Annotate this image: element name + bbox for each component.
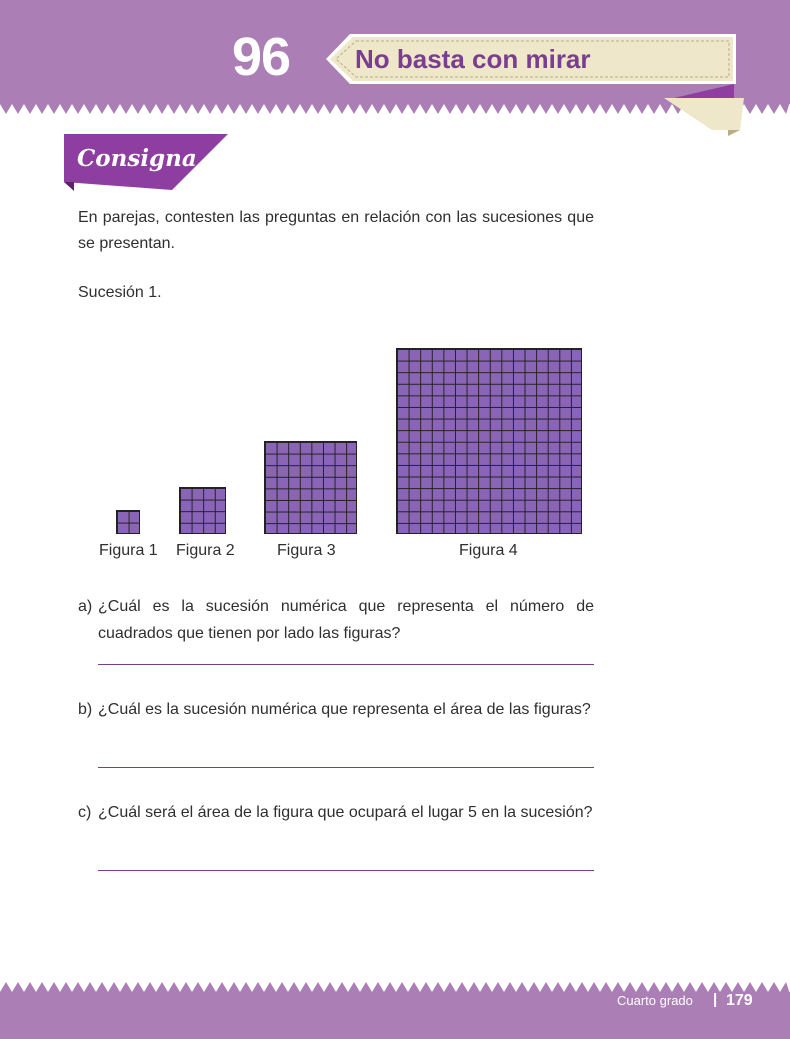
- question-a-text: ¿Cuál es la sucesión numérica que representa el número de cuadrados que tienen por lado las figuras?: [98, 598, 594, 642]
- question-c-text: ¿Cuál será el área de la figura que ocupará el lugar 5 en la sucesión?: [98, 804, 593, 821]
- page-number: 179: [726, 992, 753, 1009]
- figure-3-label: Figura 3: [277, 542, 336, 559]
- lesson-title: No basta con mirar: [355, 44, 591, 74]
- lesson-number: 96: [232, 27, 291, 87]
- question-c: [78, 799, 594, 826]
- question-b: [78, 696, 594, 723]
- question-a: [78, 593, 594, 647]
- footer-grade: Cuarto grado: [617, 993, 693, 1008]
- figure-2-grid: [179, 487, 226, 534]
- footer-separator: |: [713, 991, 718, 1008]
- figure-3-grid: [264, 441, 357, 534]
- figure-1-grid: [116, 510, 140, 534]
- answer-line-a[interactable]: [98, 664, 594, 665]
- question-c-letter: c): [78, 804, 92, 821]
- question-b-letter: b): [78, 701, 93, 718]
- figure-2-label: Figura 2: [176, 542, 235, 559]
- consigna-label: Consigna: [77, 145, 197, 172]
- title-ribbon-fold: [660, 82, 744, 138]
- figure-4-grid: [396, 348, 582, 534]
- answer-line-b[interactable]: [98, 767, 594, 768]
- question-a-letter: a): [78, 598, 93, 615]
- sequence-label: Sucesión 1.: [78, 284, 162, 301]
- figure-4-label: Figura 4: [459, 542, 518, 559]
- intro-text: En parejas, contesten las preguntas en relación con las sucesiones que se presentan.: [78, 209, 594, 252]
- figure-1-label: Figura 1: [99, 542, 158, 559]
- answer-line-c[interactable]: [98, 870, 594, 871]
- question-b-text: ¿Cuál es la sucesión numérica que representa el área de las figuras?: [98, 701, 591, 718]
